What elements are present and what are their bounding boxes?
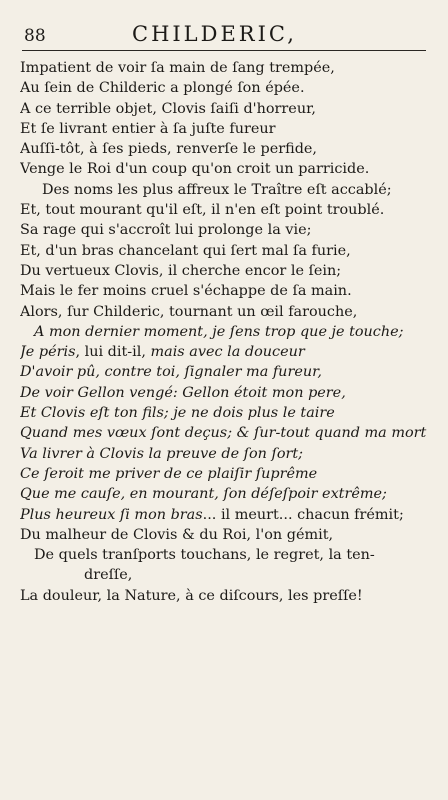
verse-line-mixed [20,505,430,525]
verse-line: Et ſe livrant entier à ſa juſte fureur [20,120,276,137]
verse-line: Et Clovis eſt ton fils; je ne dois plus le taire [20,405,335,422]
verse-line: Mais le fer moins cruel s'échappe de ſa main. [20,283,352,300]
verse-line: A ce terrible objet, Clovis ſaiſi d'horreur, [20,100,316,117]
verse-line: Va livrer à Clovis la preuve de ſon ſort; [20,445,304,462]
verse-line: Quand mes vœux ſont deçus; & ſur-tout quand ma mort [20,425,427,442]
verse-line: Alors, ſur Childeric, tournant un œil farouche, [20,303,358,320]
verse-line-mixed [20,342,430,362]
verse-line: Des noms les plus affreux le Traître eſt accablé; [42,181,392,198]
verse-segment: Je péris [20,344,76,361]
verse-segment: Plus heureux ſi mon bras [20,506,203,523]
verse-line: Du malheur de Clovis & du Roi, l'on gémit, [20,526,334,543]
verse-line: dreſſe, [84,567,133,584]
running-title: CHILDERIC, [132,22,297,46]
verse-line: Impatient de voir ſa main de ſang trempée, [20,60,335,76]
verse-segment: , lui dit-il, [75,344,151,361]
verse-line: Et, d'un bras chancelant qui ſert mal ſa furie, [20,242,351,259]
page-header [24,22,428,48]
page-number: 88 [24,26,46,46]
verse-line: Et, tout mourant qu'il eſt, il n'en eſt point troublé. [20,202,385,219]
verse-line: A mon dernier moment, je ſens trop que je touche; [34,323,404,340]
verse-segment: mais avec la douceur [150,344,305,361]
verse-text [20,58,430,606]
verse-line: Auſſi-tôt, à ſes pieds, renverſe le perfide, [20,141,317,158]
verse-line: Du vertueux Clovis, il cherche encor le ſein; [20,262,342,279]
verse-line: Sa rage qui s'accroît lui prolonge la vie; [20,222,312,239]
verse-segment: ... il meurt... chacun frémit; [202,506,404,523]
verse-line: Venge le Roi d'un coup qu'on croit un parricide. [20,161,370,178]
verse-line: Ce ſeroit me priver de ce plaiſir ſuprême [20,465,318,482]
verse-line: Au ſein de Childeric a plongé ſon épée. [20,80,305,97]
verse-line: La douleur, la Nature, à ce diſcours, les preſſe! [20,587,363,604]
verse-line: Que me cauſe, en mourant, ſon déſeſpoir extrême; [20,486,387,503]
verse-line: D'avoir pû, contre toi, ſignaler ma fureur, [20,364,322,381]
verse-line: De voir Gellon vengé: Gellon étoit mon pere, [20,384,346,401]
header-rule [22,50,426,51]
verse-line: De quels tranſports touchans, le regret, la ten- [34,547,375,564]
